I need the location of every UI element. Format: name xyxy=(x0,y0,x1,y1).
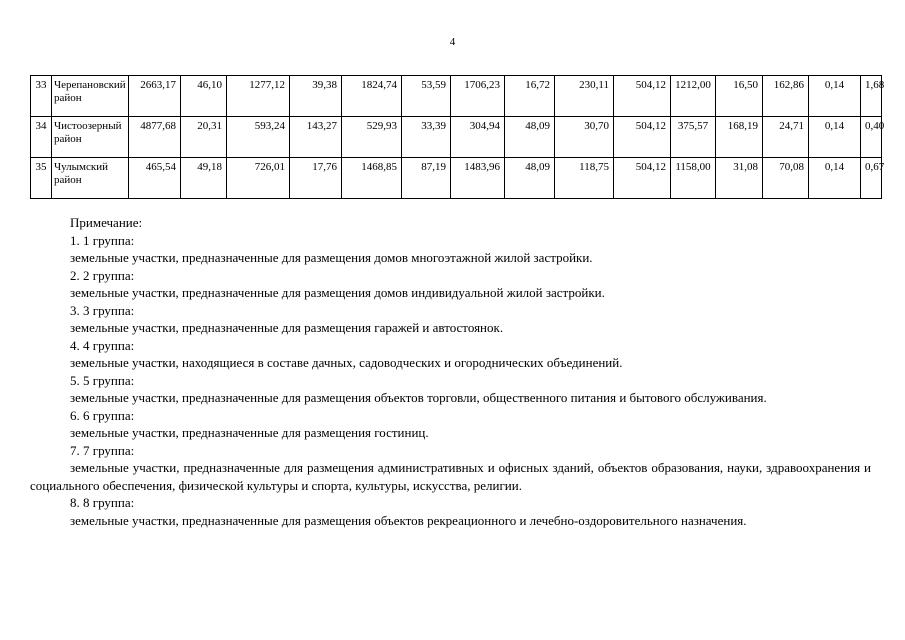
table-cell: 70,08 xyxy=(763,158,809,199)
table-cell: 48,09 xyxy=(505,158,555,199)
table-cell: 33,39 xyxy=(402,117,451,158)
notes-title: Примечание: xyxy=(70,215,143,230)
group-heading: 4. 4 группа: xyxy=(70,337,135,353)
table-cell: 1158,00 xyxy=(671,158,716,199)
table-row xyxy=(31,158,882,199)
table-cell: 20,31 xyxy=(181,117,227,158)
table-cell: 230,11 xyxy=(555,76,614,117)
group-heading: 8. 8 группа: xyxy=(70,495,135,510)
table-cell: 39,38 xyxy=(290,76,342,117)
row-number: 33 xyxy=(31,76,52,117)
table-cell: 49,18 xyxy=(181,158,227,199)
table-cell: 1,68 xyxy=(861,76,882,117)
table-row xyxy=(31,117,882,158)
table-cell: 31,08 xyxy=(716,158,763,199)
table-cell: 30,70 xyxy=(555,117,614,158)
table-cell: 0,14 xyxy=(809,117,861,158)
district-name: Чистоозерный район xyxy=(52,117,129,158)
table-cell: 465,54 xyxy=(129,158,181,199)
table-cell: 375,57 xyxy=(671,117,716,158)
group-heading: 2. 2 группа: xyxy=(70,267,135,283)
table-cell: 24,71 xyxy=(763,117,809,158)
table-cell: 1277,12 xyxy=(227,76,290,117)
table-cell: 726,01 xyxy=(227,158,290,199)
table-cell: 0,14 xyxy=(809,158,861,199)
group-description: земельные участки, предназначенные для размещения гостиниц. xyxy=(70,425,429,440)
table-cell: 16,72 xyxy=(505,76,555,117)
row-number: 35 xyxy=(31,158,52,199)
table-cell: 168,19 xyxy=(716,117,763,158)
table-cell: 17,76 xyxy=(290,158,342,199)
district-name: Чулымский район xyxy=(52,158,129,199)
table-cell: 1824,74 xyxy=(342,76,402,117)
group-description: земельные участки, предназначенные для размещения объектов рекреационного и лечебно-оздоровительного назначения. xyxy=(70,512,747,528)
table-cell: 118,75 xyxy=(555,158,614,199)
group-heading: 6. 6 группа: xyxy=(70,407,135,423)
group-description: земельные участки, предназначенные для размещения административных и офисных зданий, объектов образования, науки, здравоохранения и социального обеспечения, физической культуры и спорта, культуры, искусства, религии. xyxy=(30,460,871,493)
table-cell: 1483,96 xyxy=(451,158,505,199)
table-cell: 0,14 xyxy=(809,76,861,117)
table-cell: 1468,85 xyxy=(342,158,402,199)
group-heading: 7. 7 группа: xyxy=(70,442,135,458)
group-heading: 3. 3 группа: xyxy=(70,302,135,318)
page-number: 4 xyxy=(449,36,456,48)
table-cell: 593,24 xyxy=(227,117,290,158)
table-cell: 46,10 xyxy=(181,76,227,117)
group-heading: 5. 5 группа: xyxy=(70,372,135,388)
table-cell: 143,27 xyxy=(290,117,342,158)
table-cell: 504,12 xyxy=(614,117,671,158)
table-cell: 48,09 xyxy=(505,117,555,158)
table-cell: 504,12 xyxy=(614,158,671,199)
group-heading: 1. 1 группа: xyxy=(70,232,135,248)
table-cell: 16,50 xyxy=(716,76,763,117)
group-description: земельные участки, предназначенные для размещения домов индивидуальной жилой застройки. xyxy=(70,285,605,300)
group-description: земельные участки, предназначенные для размещения гаражей и автостоянок. xyxy=(70,320,504,335)
group-description: земельные участки, предназначенные для размещения объектов торговли, общественного питания и бытового обслуживания. xyxy=(70,390,767,405)
table-cell: 504,12 xyxy=(614,76,671,117)
table-cell: 529,93 xyxy=(342,117,402,158)
group-description: земельные участки, предназначенные для размещения домов многоэтажной жилой застройки. xyxy=(70,250,593,265)
table-cell: 4877,68 xyxy=(129,117,181,158)
table-cell: 53,59 xyxy=(402,76,451,117)
notes-section xyxy=(30,214,871,529)
table-cell: 87,19 xyxy=(402,158,451,199)
table-cell: 0,67 xyxy=(861,158,882,199)
row-number: 34 xyxy=(31,117,52,158)
table-cell: 0,40 xyxy=(861,117,882,158)
table-cell: 304,94 xyxy=(451,117,505,158)
table-cell: 162,86 xyxy=(763,76,809,117)
table-cell: 2663,17 xyxy=(129,76,181,117)
table-cell: 1212,00 xyxy=(671,76,716,117)
table-cell: 1706,23 xyxy=(451,76,505,117)
district-name: Черепановский район xyxy=(52,76,129,117)
district-table xyxy=(30,75,885,199)
group-description: земельные участки, находящиеся в составе дачных, садоводческих и огороднических объединений. xyxy=(70,355,623,370)
table-row xyxy=(31,76,882,117)
